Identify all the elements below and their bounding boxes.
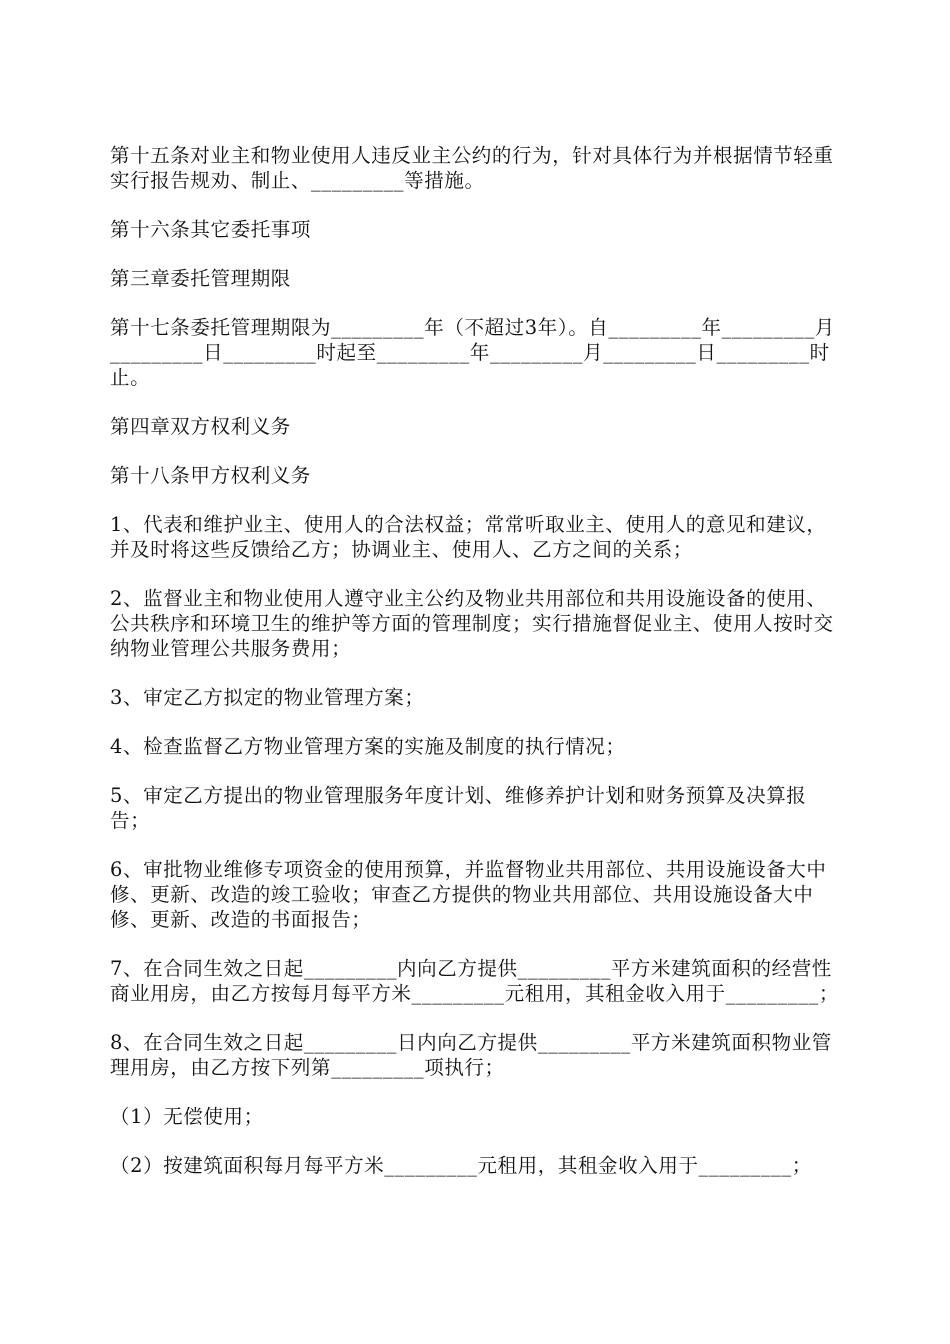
chapter-4-heading: 第四章双方权利义务	[110, 415, 291, 438]
list-item-2: 2、监督业主和物业使用人遵守业主公约及物业共用部位和共用设施设备的使用、公共秩序和环境卫生的维护等方面的管理制度；实行措施督促业主、使用人按时交纳物业管理公共服务费用；	[110, 587, 834, 660]
article-16-heading: 第十六条其它委托事项	[110, 218, 312, 241]
list-item-3: 3、审定乙方拟定的物业管理方案；	[110, 686, 425, 709]
list-item-5: 5、审定乙方提出的物业管理服务年度计划、维修养护计划和财务预算及决算报告；	[110, 784, 807, 832]
list-item-8: 8、在合同生效之日起_________日内向乙方提供_________平方米建筑面积物业管理用房，由乙方按下列第_________项执行；	[110, 1031, 832, 1079]
list-item-1: 1、代表和维护业主、使用人的合法权益；常常听取业主、使用人的意见和建议，并及时将这些反馈给乙方；协调业主、使用人、乙方之间的关系；	[110, 513, 827, 561]
chapter-3-heading: 第三章委托管理期限	[110, 267, 291, 290]
list-item-4: 4、检查监督乙方物业管理方案的实施及制度的执行情况；	[110, 735, 626, 758]
list-item-7: 7、在合同生效之日起_________内向乙方提供_________平方米建筑面积的经营性商业用房，由乙方按每月每平方米_________元租用，其租金收入用于_________；	[110, 957, 839, 1005]
list-item-6: 6、审批物业维修专项资金的使用预算，并监督物业共用部位、共用设施设备大中修、更新、改造的竣工验收；审查乙方提供的物业共用部位、共用设施设备大中修、更新、改造的书面报告；	[110, 858, 827, 931]
sub-item-2: （2）按建筑面积每月每平方米_________元租用，其租金收入用于_________；	[110, 1154, 812, 1177]
document-body	[110, 143, 845, 1202]
article-18-heading: 第十八条甲方权利义务	[110, 464, 312, 487]
article-15: 第十五条对业主和物业使用人违反业主公约的行为，针对具体行为并根据情节轻重实行报告规劝、制止、_________等措施。	[110, 144, 834, 192]
sub-item-1: （1）无偿使用；	[110, 1105, 264, 1128]
article-17: 第十七条委托管理期限为_________年（不超过3年）。自_________年_________月_________日_________时起至_________年_________月_________日_________时止。	[110, 316, 835, 389]
